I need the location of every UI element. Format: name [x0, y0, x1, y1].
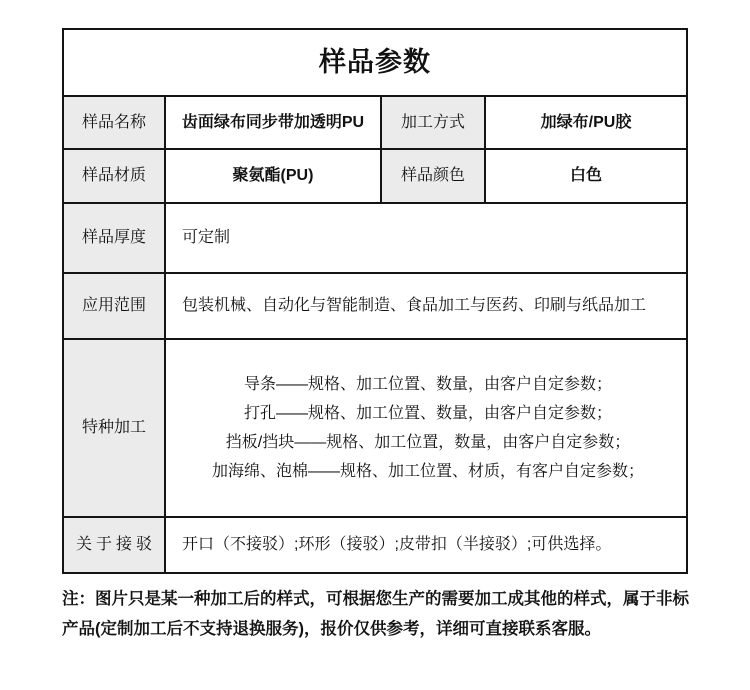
table-row-application-scope — [64, 272, 686, 338]
value-sample-material: 聚氨酯(PU) — [164, 150, 380, 202]
value-sample-name: 齿面绿布同步带加透明PU — [164, 97, 380, 148]
label-special-processing: 特种加工 — [64, 340, 164, 516]
label-sample-color: 样品颜色 — [380, 150, 484, 202]
label-sample-material: 样品材质 — [64, 150, 164, 202]
value-sample-color: 白色 — [484, 150, 686, 202]
special-processing-line-baffle: 挡板/挡块——规格、加工位置，数量，由客户自定参数； — [225, 434, 631, 451]
label-processing-method: 加工方式 — [380, 97, 484, 148]
label-sample-name: 样品名称 — [64, 97, 164, 148]
table-title: 样品参数 — [319, 47, 431, 78]
table-row-special-processing — [64, 338, 686, 516]
label-application-scope: 应用范围 — [64, 274, 164, 338]
value-sample-thickness: 可定制 — [164, 204, 686, 272]
label-splicing: 关于接驳 — [64, 518, 164, 572]
value-special-processing — [164, 340, 686, 516]
table-row-splicing — [64, 516, 686, 572]
value-processing-method: 加绿布/PU胶 — [484, 97, 686, 148]
sample-parameters-table — [62, 28, 688, 574]
special-processing-line-sponge-foam: 加海绵、泡棉——规格、加工位置、材质，有客户自定参数； — [211, 463, 644, 480]
special-processing-line-punching: 打孔——规格、加工位置、数量，由客户自定参数； — [243, 405, 612, 422]
value-splicing: 开口（不接驳）;环形（接驳）;皮带扣（半接驳）;可供选择。 — [164, 518, 686, 572]
label-sample-thickness: 样品厚度 — [64, 204, 164, 272]
table-row-sample-name — [64, 95, 686, 148]
table-title-row — [64, 30, 686, 95]
table-row-sample-material — [64, 148, 686, 202]
special-processing-line-guide-strip: 导条——规格、加工位置、数量，由客户自定参数； — [243, 376, 612, 393]
table-row-sample-thickness — [64, 202, 686, 272]
footnote: 注：图片只是某一种加工后的样式，可根据您生产的需要加工成其他的样式，属于非标产品(定制加工后不支持退换服务)，报价仅供参考，详细可直接联系客服。 — [62, 590, 689, 638]
value-application-scope: 包装机械、自动化与智能制造、食品加工与医药、印刷与纸品加工 — [164, 274, 686, 338]
